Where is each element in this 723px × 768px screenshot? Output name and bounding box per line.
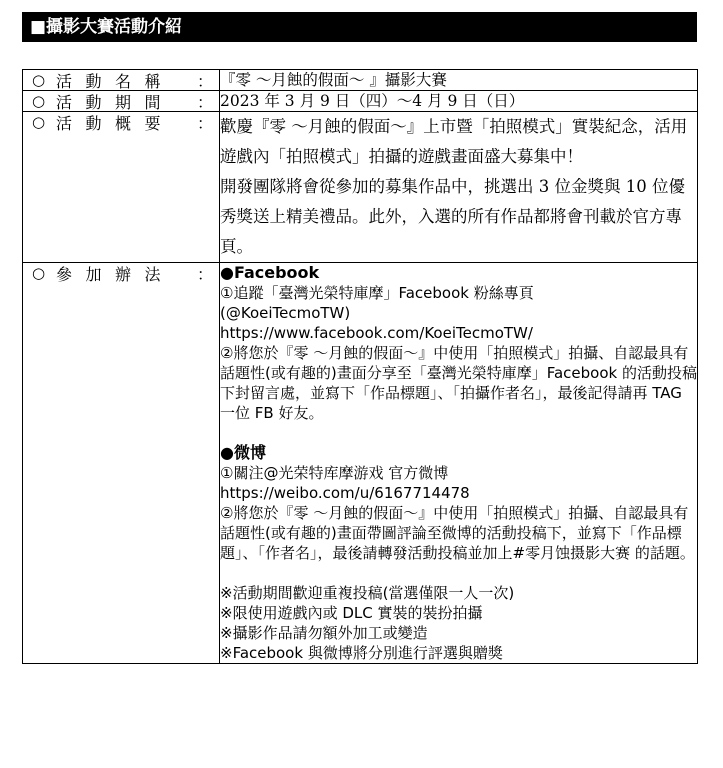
event-info-table	[22, 69, 698, 664]
section-title-bar	[22, 12, 697, 42]
colon: ：	[196, 71, 213, 91]
note-item: ※限使用遊戲內或 DLC 實裝的裝扮拍攝	[220, 604, 483, 622]
weibo-link[interactable]: https://weibo.com/u/6167714478	[220, 484, 470, 502]
weibo-step: ②將您於『零 ～月蝕的假面～』中使用「拍照模式」拍攝、自認最具有話題性(或有趣的)畫面帶圖評論至微博的活動投稿下，並寫下「作品標題」、「作者名」，最後請轉發活動投稿並加上#零月蚀摄影大赛 的話題。	[220, 504, 695, 562]
label-cell	[23, 263, 220, 664]
colon: ：	[196, 92, 213, 112]
section-title: ■攝影大賽活動介紹	[30, 17, 183, 37]
circle-bullet: ○	[32, 113, 46, 131]
label-event-name: 活動名稱	[56, 71, 175, 91]
row-participation	[23, 263, 698, 664]
label-cell	[23, 70, 220, 91]
label-event-summary: 活動概要	[56, 113, 175, 133]
value-event-summary	[220, 112, 698, 263]
summary-paragraph: 歡慶『零 ～月蝕的假面～』上市暨「拍照模式」實裝紀念，活用遊戲內「拍照模式」拍攝的遊戲畫面盛大募集中！	[220, 117, 688, 166]
value-participation	[220, 263, 698, 664]
summary-paragraph: 開發團隊將會從參加的募集作品中，挑選出 3 位金獎與 10 位優秀獎送上精美禮品。此外，入選的所有作品都將會刊載於官方專頁。	[220, 177, 685, 256]
facebook-heading: ●Facebook	[220, 263, 320, 282]
spacer	[220, 563, 697, 583]
label-event-period: 活動期間	[56, 92, 175, 112]
weibo-heading: ●微博	[220, 443, 266, 462]
facebook-step: ②將您於『零 ～月蝕的假面～』中使用「拍照模式」拍攝、自認最具有話題性(或有趣的)畫面分享至「臺灣光榮特庫摩」Facebook 的活動投稿下封留言處，並寫下「作品標題」、「拍攝作者名」，最後記得請再 TAG 一位 FB 好友。	[220, 344, 697, 422]
circle-bullet: ○	[32, 264, 46, 282]
facebook-link[interactable]: https://www.facebook.com/KoeiTecmoTW/	[220, 324, 533, 342]
circle-bullet: ○	[32, 92, 46, 110]
label-participation: 參加辦法	[56, 264, 175, 284]
spacer	[220, 423, 697, 443]
note-item: ※活動期間歡迎重複投稿(當選僅限一人一次)	[220, 584, 515, 602]
value-event-name: 『零 ～月蝕的假面～ 』攝影大賽	[220, 70, 698, 91]
label-cell	[23, 112, 220, 263]
label-cell	[23, 91, 220, 112]
row-event-summary	[23, 112, 698, 263]
value-event-period: 2023 年 3 月 9 日（四）～4 月 9 日（日）	[220, 91, 698, 112]
colon: ：	[196, 113, 213, 133]
circle-bullet: ○	[32, 71, 46, 89]
note-item: ※Facebook 與微博將分別進行評選與贈獎	[220, 644, 503, 662]
facebook-step: ①追蹤「臺灣光榮特庫摩」Facebook 粉絲專頁	[220, 284, 534, 302]
facebook-handle: (@KoeiTecmoTW)	[220, 304, 351, 322]
weibo-step: ①關注@光荣特库摩游戏 官方微博	[220, 464, 449, 482]
row-event-period	[23, 91, 698, 112]
colon: ：	[196, 264, 213, 284]
note-item: ※攝影作品請勿額外加工或變造	[220, 624, 428, 642]
row-event-name	[23, 70, 698, 91]
